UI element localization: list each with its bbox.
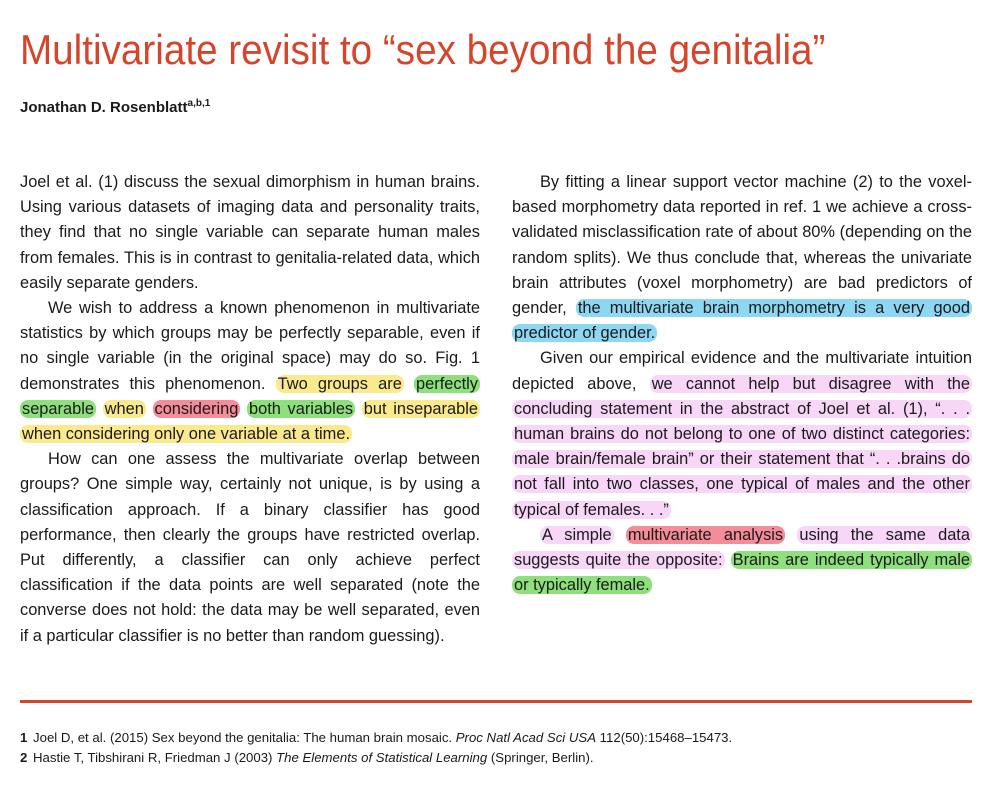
highlight-multivariate-predictor: the multivariate brain morphometry is a very good predictor of gender.	[514, 299, 970, 343]
paragraph-4-text: By fitting a linear support vector machine (2) to the voxel-based morphometry data reported in ref. 1 we achieve a cross-validated misclassification rate of about 80% (depending on the random splits). We thus conclude that, whereas the univariate brain attributes (voxel morphometry) are bad predictors of gender,	[512, 173, 972, 318]
paragraph-2-text: We wish to address a known phenomenon in multivariate statistics by which groups may be perfectly separable, even if no single variable (in the original space) may do so. Fig. 1 demonstrates this phenomenon.	[20, 299, 480, 393]
author-name: Jonathan D. Rosenblatt	[20, 99, 188, 116]
reference-number: 1	[20, 730, 28, 745]
paragraph-1: Joel et al. (1) discuss the sexual dimorphism in human brains. Using various datasets of imaging data and personality traits, they find that no single variable can separate human males from females. This is in contrast to genitalia-related data, which easily separate genders.	[20, 173, 480, 292]
highlight-brains-typically: Brains are indeed typically male or typically female.	[514, 551, 970, 595]
paragraph-5	[512, 346, 972, 522]
body-column-left	[20, 170, 480, 649]
reference-text: Joel D, et al. (2015) Sex beyond the genitalia: The human brain mosaic.	[33, 730, 453, 745]
reference-book-title: The Elements of Statistical Learning	[276, 750, 488, 765]
reference-2	[20, 748, 980, 768]
references-list	[20, 728, 980, 768]
references-divider	[20, 700, 972, 703]
highlight-perfectly-separable: perfectly separable	[22, 374, 478, 418]
highlight-two-groups: Two groups are	[277, 374, 402, 393]
author-line	[20, 98, 210, 118]
paragraph-5-text: Given our empirical evidence and the multivariate intuition depicted above,	[512, 349, 972, 393]
reference-details: (Springer, Berlin).	[490, 750, 594, 765]
paragraph-6	[512, 523, 972, 599]
highlight-inseparable: but inseparable when considering only one variable at a time.	[22, 399, 478, 444]
paragraph-4	[512, 170, 972, 346]
paragraph-2	[20, 296, 480, 447]
body-column-right	[512, 170, 972, 598]
article-title: Multivariate revisit to “sex beyond the genitalia”	[20, 26, 826, 73]
reference-journal: Proc Natl Acad Sci USA	[455, 730, 596, 745]
highlight-considering: considering	[154, 399, 239, 418]
highlight-when: when	[104, 399, 144, 418]
reference-number: 2	[20, 750, 28, 765]
highlight-a-simple: A simple	[542, 525, 612, 544]
highlight-multivariate-analysis: multivariate analysis	[627, 525, 784, 544]
reference-1	[20, 728, 980, 748]
reference-text: Hastie T, Tibshirani R, Friedman J (2003)	[33, 750, 273, 765]
highlight-both-variables: both variables	[248, 399, 354, 418]
paragraph-3: How can one assess the multivariate overlap between groups? One simple way, certainly not unique, is by using a classification approach. If a binary classifier has good performance, then clearly the groups have restricted overlap. Put differently, a classifier can only achieve perfect classification if the data points are well separated (note the converse does not hold: the data may be well separated, even if a particular classifier is no better than random guessing).	[20, 450, 480, 645]
highlight-same-data: using the same data suggests quite the opposite:	[514, 525, 970, 570]
reference-details: 112(50):15468–15473.	[599, 730, 733, 745]
highlight-disagree-statement: we cannot help but disagree with the concluding statement in the abstract of Joel et al. (1), “. . . human brains do not belong to one of two distinct categories: male brain/female brain” or their statement that “. . .brains do not fall into two classes, one typical of males and the other typical of females. . .”	[514, 374, 970, 519]
author-affiliations: a,b,1	[187, 98, 211, 109]
